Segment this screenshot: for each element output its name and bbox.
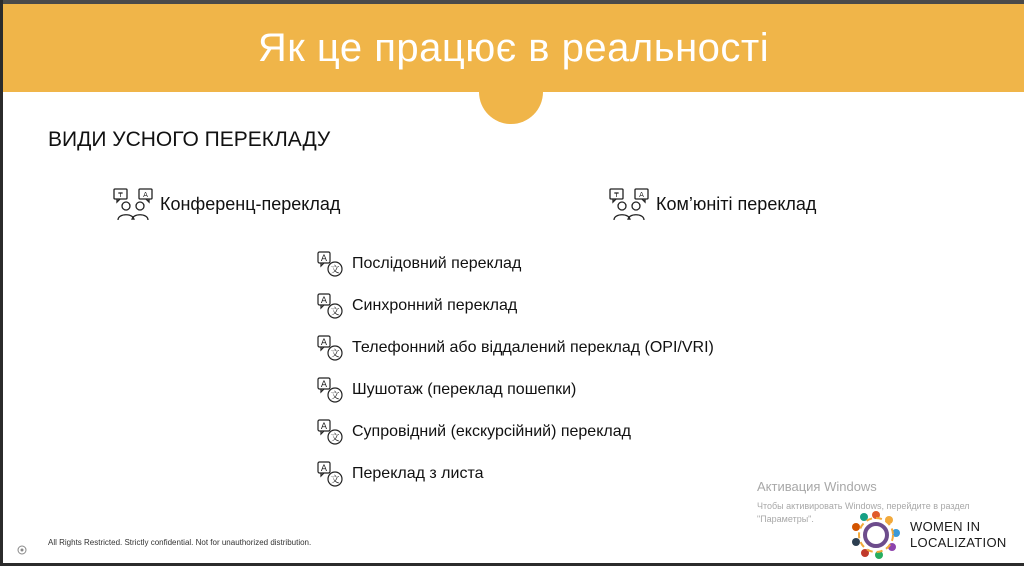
list-item [316, 327, 714, 369]
svg-text:₸: ₸ [614, 191, 619, 199]
interpreters-icon [112, 187, 154, 221]
category-community [608, 187, 816, 221]
svg-text:文: 文 [330, 307, 340, 318]
list-item-label: Синхронний переклад [352, 297, 518, 314]
list-item [316, 285, 714, 327]
list-item [316, 369, 714, 411]
activation-message: Чтобы активировать Windows, перейдите в раздел "Параметры". [757, 501, 970, 524]
svg-text:文: 文 [330, 265, 340, 276]
list-item-label: Телефонний або віддалений переклад (OPI/VRI) [352, 339, 714, 356]
svg-text:A: A [320, 380, 328, 390]
section-heading: ВИДИ УСНОГО ПЕРЕКЛАДУ [48, 128, 331, 151]
list-item [316, 243, 714, 285]
svg-text:文: 文 [330, 433, 340, 444]
list-item-label: Послідовний переклад [352, 255, 522, 272]
translation-icon [316, 376, 344, 404]
activation-title: Активация Windows [757, 479, 877, 494]
title-banner [3, 4, 1024, 92]
translation-icon [316, 250, 344, 278]
confidentiality-note: All Rights Restricted. Strictly confidential. Not for unauthorized distribution. [48, 538, 312, 547]
category-label: Ком’юніті переклад [656, 193, 817, 214]
people-circle-logo-icon [848, 508, 904, 562]
svg-text:文: 文 [330, 391, 340, 402]
translation-icon [316, 292, 344, 320]
svg-text:文: 文 [330, 475, 340, 486]
translation-icon [316, 418, 344, 446]
svg-text:A: A [320, 338, 328, 348]
translation-icon [316, 460, 344, 488]
svg-text:A: A [320, 422, 328, 432]
women-in-localization-logo [848, 508, 1007, 562]
logo-text-line: WOMEN IN [910, 519, 981, 534]
list-item [316, 411, 714, 453]
svg-text:A: A [320, 464, 328, 474]
list-item-label: Супровідний (екскурсійний) переклад [352, 423, 631, 440]
interpreters-icon [608, 187, 650, 221]
svg-text:A: A [639, 191, 644, 199]
interpreting-types-list [316, 243, 714, 495]
slide-title: Як це працює в реальності [257, 26, 770, 70]
banner-half-circle [479, 92, 543, 124]
svg-text:A: A [320, 296, 328, 306]
list-item-label: Переклад з листа [352, 465, 484, 482]
translation-icon [316, 334, 344, 362]
list-item [316, 453, 714, 495]
small-logo-icon [17, 545, 27, 555]
logo-wordmark [910, 519, 1007, 551]
svg-text:A: A [320, 254, 328, 264]
category-label: Конференц-переклад [160, 193, 341, 214]
list-item-label: Шушотаж (переклад пошепки) [352, 381, 577, 398]
category-conference [112, 187, 340, 221]
svg-text:A: A [143, 191, 148, 199]
svg-text:₸: ₸ [118, 191, 123, 199]
logo-text-line: LOCALIZATION [910, 535, 1007, 550]
svg-text:文: 文 [330, 349, 340, 360]
